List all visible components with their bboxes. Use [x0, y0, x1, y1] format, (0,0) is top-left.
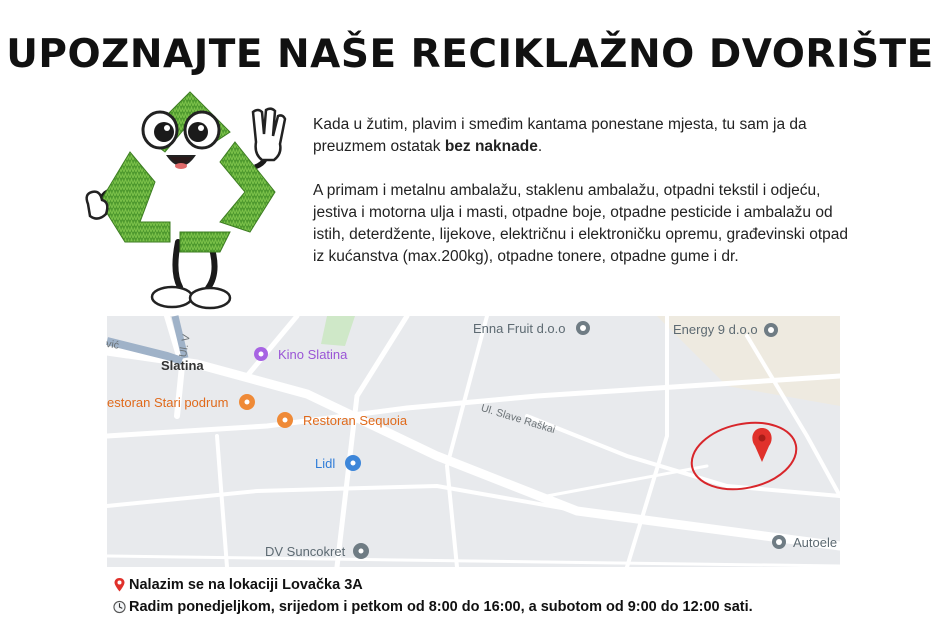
map-label-kino-slatina[interactable]: Kino Slatina	[278, 347, 348, 362]
map-label-lidl[interactable]: Lidl	[315, 456, 336, 471]
location-pin-icon[interactable]	[652, 428, 672, 464]
intro-paragraph-2: A primam i metalnu ambalažu, staklenu ambalažu, otpadni tekstil i odjeću, jestiva i motorna ulja i masti, otpadne boje, otpadne pesticide i ambalažu od istih, deterdžente, lijekove, električnu i elektroničku opremu, građevinski otpad iz kućanstva (max.200kg), otpadne tonere, otpadne gume i dr.	[313, 182, 849, 265]
street-label-vertical: Ul. V	[177, 333, 193, 359]
clock-icon	[113, 599, 126, 615]
map-label-dv-suncokret[interactable]: DV Suncokret	[265, 544, 346, 559]
street-label-slave-raskai: Ul. Slave Raškai	[479, 402, 557, 436]
map-label-energy-9[interactable]: Energy 9 d.o.o	[673, 322, 758, 337]
hours-text: Radim ponedjeljkom, srijedom i petkom od 8:00 do 16:00, a subotom od 9:00 do 12:00 sati.	[129, 599, 753, 615]
map-label-slatina: Slatina	[161, 358, 204, 373]
map-label-restoran-sequoia[interactable]: Restoran Sequoia	[303, 413, 408, 428]
hours-line	[113, 596, 753, 618]
location-text: Nalazim se na lokaciji Lovačka 3A	[129, 577, 363, 593]
location-map[interactable]	[107, 316, 840, 567]
intro-text	[313, 114, 853, 290]
recycle-mascot-icon	[70, 82, 300, 317]
map-label-stari-podrum[interactable]: estoran Stari podrum	[107, 395, 229, 410]
map-label-autoele[interactable]: Autoele	[793, 535, 838, 550]
street-label-left: vić	[105, 338, 120, 352]
map-label-enna-fruit[interactable]: Enna Fruit d.o.o	[473, 321, 566, 336]
page-title: UPOZNAJTE NAŠE RECIKLAŽNO DVORIŠTE	[6, 32, 934, 77]
location-pin-icon	[113, 577, 126, 593]
footer-info	[113, 574, 753, 618]
intro-paragraph-1: Kada u žutim, plavim i smeđim kantama ponestane mjesta, tu sam ja da preuzmem ostatak bez naknade.	[313, 116, 807, 155]
free-of-charge-emphasis: bez naknade	[444, 138, 538, 155]
location-line	[113, 574, 753, 596]
